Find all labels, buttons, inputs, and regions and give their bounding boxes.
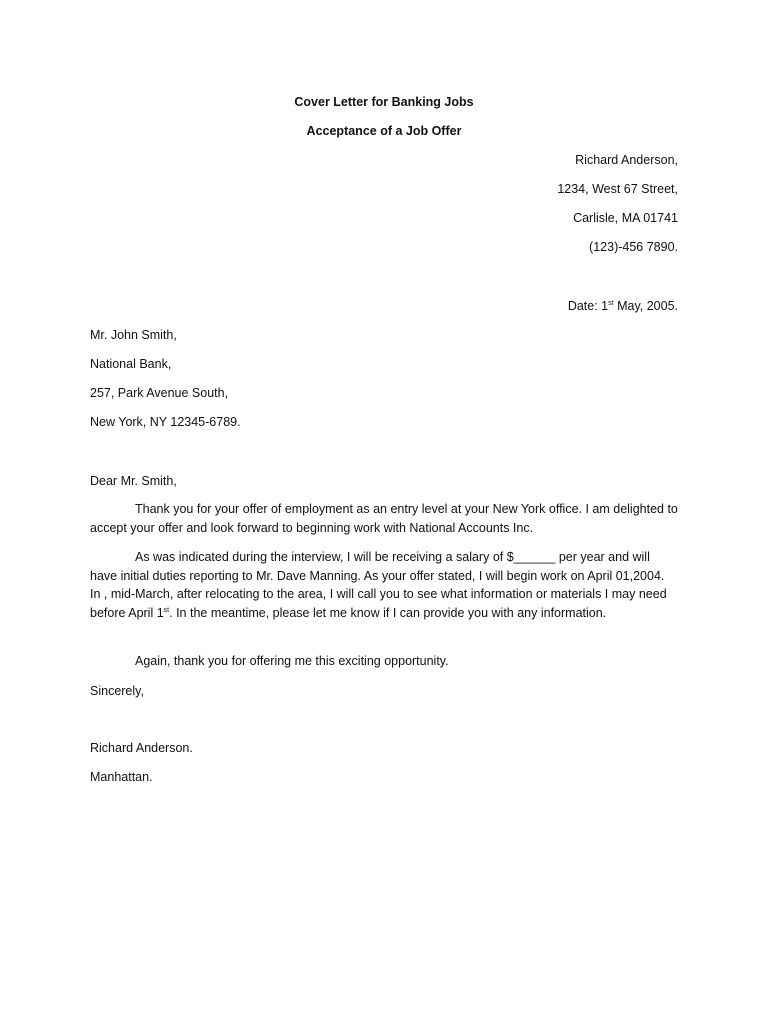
recipient-company: National Bank, [90, 357, 172, 371]
sender-city: Carlisle, MA 01741 [573, 211, 678, 225]
date-suffix: st [608, 300, 614, 307]
document-subtitle: Acceptance of a Job Offer [306, 124, 462, 138]
sender-phone: (123)-456 7890. [589, 240, 678, 254]
date-prefix: Date: 1 [567, 299, 609, 313]
signature-name: Richard Anderson. [90, 741, 193, 755]
sender-name: Richard Anderson, [575, 153, 678, 167]
sender-street: 1234, West 67 Street, [557, 182, 678, 196]
document-title: Cover Letter for Banking Jobs [294, 95, 474, 109]
letter-date [568, 298, 678, 314]
paragraph-2-text: As was indicated during the interview, I will be receiving a salary of $______ per year and will have initial duties reporting to Mr. Dave Manning. As your offer stated, I will begin work on April 01,2004. In , mid-March, after relocating to the area, I will call you to see what information or materials I may need before April 1 [90, 550, 667, 620]
recipient-street: 257, Park Avenue South, [90, 386, 229, 400]
body-paragraph-1: Thank you for your offer of employment as an entry level at your New York office. I am delighted to accept your offer and look forward to beginning work with National Accounts Inc. [90, 502, 678, 535]
salutation: Dear Mr. Smith, [90, 474, 177, 488]
recipient-name: Mr. John Smith, [90, 328, 177, 342]
closing: Sincerely, [90, 684, 144, 698]
signature-place: Manhattan. [90, 770, 153, 784]
body-paragraph-3: Again, thank you for offering me this exciting opportunity. [135, 654, 449, 668]
date-rest: May, 2005. [617, 299, 678, 313]
paragraph-2-superscript: st [163, 606, 170, 614]
recipient-city: New York, NY 12345-6789. [90, 415, 241, 429]
body-paragraph-2 [90, 548, 678, 622]
paragraph-2-text-end: . In the meantime, please let me know if I can provide you with any information. [169, 605, 607, 620]
